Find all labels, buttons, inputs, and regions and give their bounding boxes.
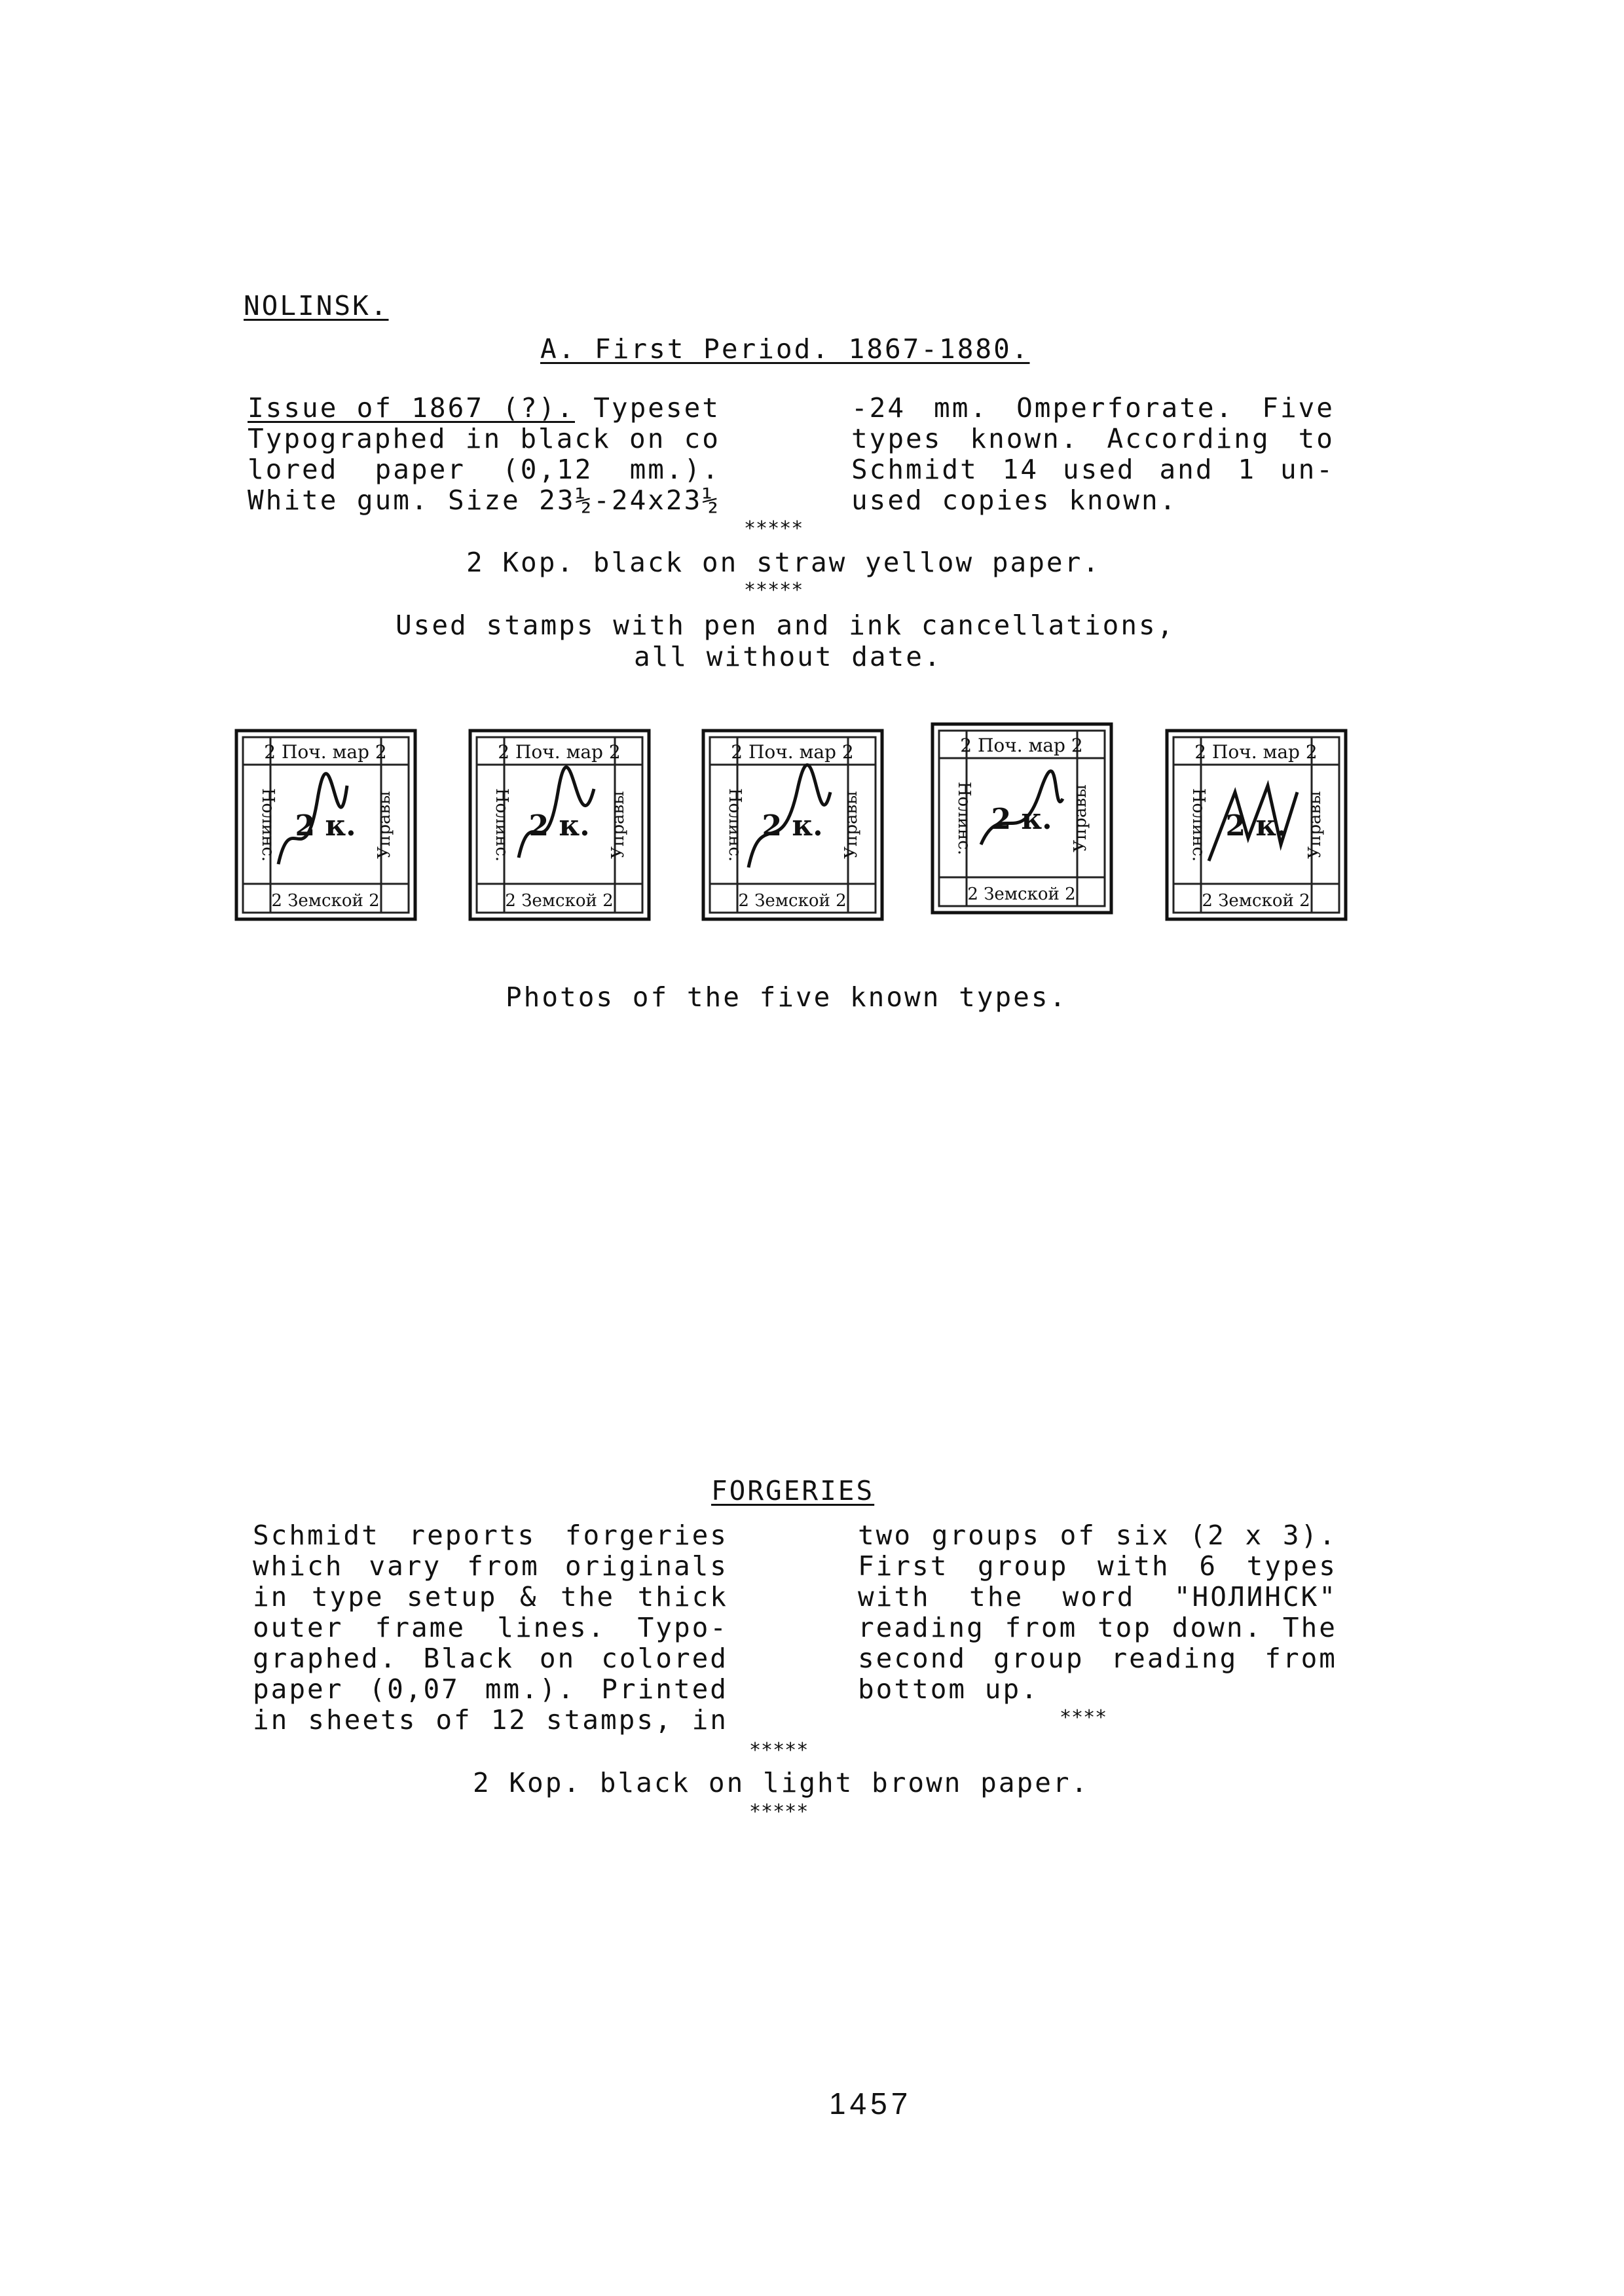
issue-right-line-1: -24 mm. Omperforate. Five — [851, 392, 1335, 424]
stamp-right-text: Управы — [1305, 791, 1325, 859]
forgeries-right-line-6: bottom up. — [858, 1673, 1039, 1705]
stamp-center-value: 2 к. — [295, 809, 356, 843]
forgeries-left-line-4: outer frame lines. Typo- — [253, 1612, 728, 1643]
stamp-type-1 — [232, 727, 419, 923]
forgeries-title: FORGERIES — [711, 1475, 875, 1506]
issue-right-column — [851, 393, 1335, 516]
forgeries-left-line-3: in type setup & the thick — [253, 1581, 728, 1613]
section-subheading: A. First Period. 1867-1880. — [540, 333, 1030, 365]
stamp-type-3 — [699, 727, 886, 923]
used-line-2: all without date. — [634, 641, 942, 672]
used-line-1: Used stamps with pen and ink cancellations, — [396, 610, 1175, 641]
issue-left-line-4: White gum. Size 23½-24x23½ — [248, 484, 720, 516]
stamp-left-text: Нолинс. — [258, 788, 278, 862]
stamp-type-5 — [1163, 727, 1350, 923]
forgeries-left-line-7: in sheets of 12 stamps, in — [253, 1704, 728, 1736]
stamp-right-text: Управы — [375, 791, 394, 859]
stamp-top-text: 2 Поч. мар 2 — [264, 741, 387, 763]
page-heading: NOLINSK. — [244, 290, 389, 321]
stamp-description: 2 Kop. black on straw yellow paper. — [466, 547, 1101, 578]
stamp-type-4 — [929, 720, 1115, 917]
forgeries-right-stars: **** — [1060, 1706, 1107, 1729]
forgeries-right-line-4: reading from top down. The — [858, 1612, 1337, 1643]
issue-left-column — [248, 393, 720, 516]
stamp-bottom-text: 2 Земской 2 — [738, 891, 847, 911]
stamp-bottom-text: 2 Земской 2 — [271, 891, 380, 911]
stamp-top-text: 2 Поч. мар 2 — [731, 741, 854, 763]
forgeries-stamp-description: 2 Kop. black on light brown paper. — [473, 1767, 1090, 1798]
forgeries-right-line-5: second group reading from — [858, 1643, 1337, 1674]
forgeries-right-line-1: two groups of six (2 x 3). — [858, 1520, 1337, 1551]
stamp-right-text: Управы — [608, 791, 628, 859]
stamp-image — [699, 727, 886, 923]
photos-caption: Photos of the five known types. — [506, 981, 1068, 1013]
forgeries-right-column — [858, 1520, 1337, 1705]
forgeries-left-line-2: which vary from originals — [253, 1550, 728, 1582]
forgeries-right-line-3: with the word "НОЛИНСК" — [858, 1581, 1337, 1613]
stamp-right-text: Управы — [1071, 784, 1090, 852]
stamp-top-text: 2 Поч. мар 2 — [1194, 741, 1318, 763]
separator-stars-2: ***** — [744, 579, 803, 602]
stamp-left-text: Нолинс. — [492, 788, 511, 862]
stamp-image — [929, 720, 1115, 917]
stamp-left-text: Нолинс. — [725, 788, 745, 862]
stamp-top-text: 2 Поч. мар 2 — [960, 735, 1083, 756]
forgeries-stars-1: ***** — [749, 1739, 809, 1762]
stamp-top-text: 2 Поч. мар 2 — [498, 741, 621, 763]
issue-left-line-2: Typographed in black on co — [248, 423, 720, 454]
stamp-center-value: 2 к. — [762, 809, 823, 843]
stamp-image — [232, 727, 419, 923]
stamp-bottom-text: 2 Земской 2 — [1202, 891, 1310, 911]
issue-right-line-4: used copies known. — [851, 484, 1178, 516]
issue-right-line-3: Schmidt 14 used and 1 un- — [851, 454, 1335, 485]
stamp-center-value: 2 к. — [528, 809, 590, 843]
stamp-center-value: 2 к. — [1225, 809, 1287, 843]
issue-left-line-1: Typeset — [574, 392, 720, 424]
issue-right-line-2: types known. According to — [851, 423, 1335, 454]
stamp-type-2 — [466, 727, 653, 923]
issue-title: Issue of 1867 (?). — [248, 392, 575, 424]
separator-stars-1: ***** — [744, 517, 803, 540]
stamp-bottom-text: 2 Земской 2 — [967, 884, 1076, 904]
stamp-left-text: Нолинс. — [1189, 788, 1208, 862]
forgeries-left-line-6: paper (0,07 mm.). Printed — [253, 1673, 728, 1705]
stamp-right-text: Управы — [841, 791, 861, 859]
stamp-left-text: Нолинс. — [954, 781, 974, 856]
forgeries-right-line-2: First group with 6 types — [858, 1550, 1337, 1582]
forgeries-stars-2: ***** — [749, 1800, 809, 1823]
forgeries-left-line-5: graphed. Black on colored — [253, 1643, 728, 1674]
stamp-center-value: 2 к. — [991, 803, 1052, 836]
forgeries-left-column — [253, 1520, 728, 1736]
stamp-bottom-text: 2 Земской 2 — [505, 891, 614, 911]
page-number: 1457 — [829, 2086, 912, 2121]
stamp-image — [466, 727, 653, 923]
stamp-image — [1163, 727, 1350, 923]
forgeries-left-line-1: Schmidt reports forgeries — [253, 1520, 728, 1551]
issue-left-line-3: lored paper (0,12 mm.). — [248, 454, 720, 485]
